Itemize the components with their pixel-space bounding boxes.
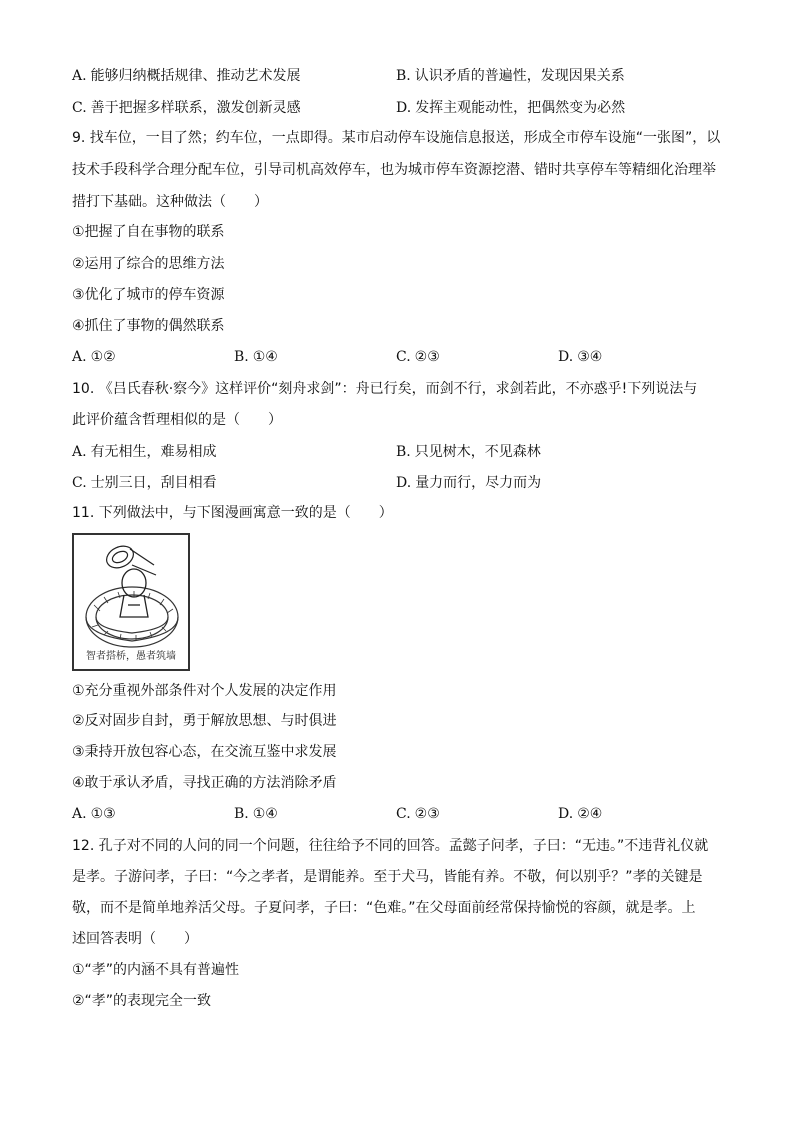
q9-option-c[interactable]	[396, 347, 440, 367]
option-label: B.	[396, 444, 411, 460]
option-text: ①④	[252, 349, 278, 365]
option-text: 认识矛盾的普遍性，发现因果关系	[414, 68, 625, 84]
q8-option-a[interactable]	[72, 66, 301, 86]
option-label: C.	[72, 475, 87, 491]
option-text: 量力而行，尽力而为	[415, 475, 542, 491]
option-label: C.	[72, 100, 87, 116]
q11-option-c[interactable]	[396, 804, 440, 824]
cartoon-drawing	[74, 535, 188, 669]
q12-stem-line-1: 12. 孔子对不同的人问的同一个问题，往往给予不同的回答。孟懿子问孝，子曰：“无违。”不违背礼仪就	[72, 838, 709, 854]
q11-option-a[interactable]	[72, 804, 116, 824]
option-text: 发挥主观能动性，把偶然变为必然	[415, 100, 626, 116]
option-text: 善于把握多样联系，激发创新灵感	[90, 100, 301, 116]
option-label: A.	[72, 444, 87, 460]
q10-stem-line-2: 此评价蕴含哲理相似的是（ ）	[72, 412, 282, 428]
q9-item-1: ①把握了自在事物的联系	[72, 224, 225, 240]
q10-option-b[interactable]	[396, 442, 541, 462]
q9-stem-line-1: 9. 找车位，一目了然；约车位，一点即得。某市启动停车设施信息报送，形成全市停车设施“一张图”，以	[72, 130, 721, 146]
option-text: ②④	[577, 806, 603, 822]
option-label: A.	[72, 349, 87, 365]
q10-option-d[interactable]	[396, 473, 541, 493]
option-label: A.	[72, 806, 87, 822]
q9-item-4: ④抓住了事物的偶然联系	[72, 318, 225, 334]
q8-option-b[interactable]	[396, 66, 625, 86]
option-text: ②③	[414, 349, 440, 365]
option-text: ②③	[414, 806, 440, 822]
option-label: C.	[396, 806, 411, 822]
q12-stem-line-4: 述回答表明（ ）	[72, 931, 198, 947]
option-text: ①②	[90, 349, 116, 365]
cartoon-figure	[72, 533, 190, 671]
option-text: ①④	[252, 806, 278, 822]
option-text: ①③	[90, 806, 116, 822]
q10-option-c[interactable]	[72, 473, 217, 493]
option-text: 能够归纳概括规律、推动艺术发展	[90, 68, 301, 84]
option-label: D.	[558, 349, 574, 365]
option-label: D.	[396, 475, 412, 491]
q11-item-3: ③秉持开放包容心态，在交流互鉴中求发展	[72, 744, 337, 760]
q11-item-2: ②反对固步自封，勇于解放思想、与时俱进	[72, 713, 337, 729]
option-label: D.	[558, 806, 574, 822]
option-label: D.	[396, 100, 412, 116]
q10-stem-line-1: 10. 《吕氏春秋·察今》这样评价“刻舟求剑”：舟已行矣，而剑不行，求剑若此，不亦惑乎!下列说法与	[72, 381, 698, 397]
option-text: 有无相生，难易相成	[90, 444, 217, 460]
option-text: ③④	[577, 349, 603, 365]
q8-option-c[interactable]	[72, 98, 301, 118]
cartoon-caption: 智者搭桥，愚者筑墙	[86, 651, 176, 662]
option-label: A.	[72, 68, 87, 84]
option-label: B.	[396, 68, 411, 84]
q12-stem-line-3: 敬，而不是简单地养活父母。子夏问孝，子曰：“色难。”在父母面前经常保持愉悦的容颜，就是孝。上	[72, 900, 696, 916]
q11-option-d[interactable]	[558, 804, 602, 824]
q9-stem-line-3: 措打下基础。这种做法（ ）	[72, 194, 268, 210]
q11-item-1: ①充分重视外部条件对个人发展的决定作用	[72, 683, 337, 699]
option-text: 士别三日，刮目相看	[90, 475, 217, 491]
q12-item-1: ①“孝”的内涵不具有普遍性	[72, 962, 240, 978]
option-label: B.	[234, 349, 249, 365]
option-label: B.	[234, 806, 249, 822]
q11-item-4: ④敢于承认矛盾，寻找正确的方法消除矛盾	[72, 775, 337, 791]
q11-option-b[interactable]	[234, 804, 278, 824]
q9-stem-line-2: 技术手段科学合理分配车位，引导司机高效停车，也为城市停车资源挖潜、错时共享停车等精细化治理举	[72, 162, 716, 178]
q12-stem-line-2: 是孝。子游问孝，子曰：“今之孝者，是谓能养。至于犬马，皆能有养。不敬，何以别乎？”孝的关键是	[72, 869, 703, 885]
q10-option-a[interactable]	[72, 442, 217, 462]
q9-option-d[interactable]	[558, 347, 602, 367]
q12-item-2: ②“孝”的表现完全一致	[72, 993, 212, 1009]
option-label: C.	[396, 349, 411, 365]
q8-option-d[interactable]	[396, 98, 625, 118]
q9-item-2: ②运用了综合的思维方法	[72, 256, 225, 272]
q9-item-3: ③优化了城市的停车资源	[72, 287, 225, 303]
option-text: 只见树木，不见森林	[414, 444, 541, 460]
q11-stem: 11. 下列做法中，与下图漫画寓意一致的是（ ）	[72, 505, 393, 521]
q9-option-a[interactable]	[72, 347, 116, 367]
q9-option-b[interactable]	[234, 347, 278, 367]
